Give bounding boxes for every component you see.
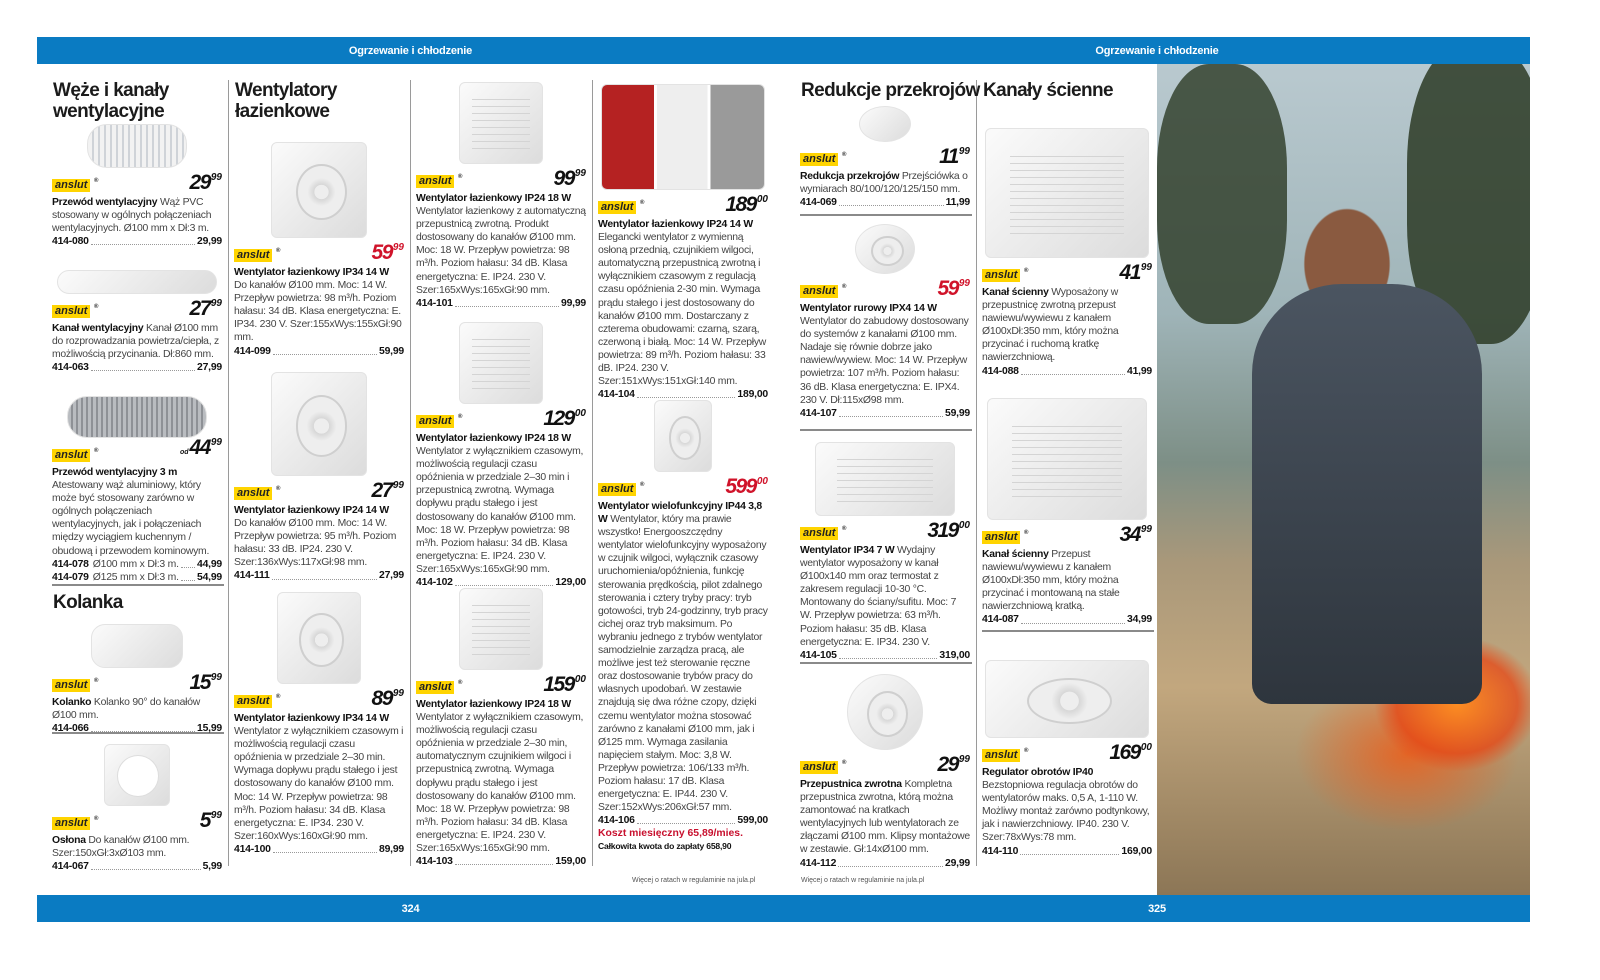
price-main: 99 xyxy=(553,167,574,190)
price-cents: 99 xyxy=(1140,262,1152,273)
price xyxy=(1120,257,1152,284)
sku-spec: Ø100 mm x Dł:3 m. xyxy=(92,558,179,570)
price-main: 44 xyxy=(189,436,210,459)
price xyxy=(200,805,222,832)
product-description xyxy=(800,170,970,196)
sku-code: 414-111 xyxy=(234,570,270,582)
product-details: Wyposażony w przepustnicę zwrotną przepust nawiewu/wywiewu z kanałem Ø100xDł:350 mm, który można przycinać i ruchomą kratkę nawierzchniową. xyxy=(982,287,1119,364)
brand-badge: anslut ® xyxy=(52,817,90,830)
product[interactable] xyxy=(800,106,970,209)
fan-with-covers-image xyxy=(601,84,765,190)
product-title: Wentylator wielofunkcyjny IP44 3,8 W xyxy=(598,501,762,526)
speed-controller-image xyxy=(985,660,1149,738)
dot-leader xyxy=(91,860,201,870)
product[interactable] xyxy=(598,400,768,853)
dot-leader xyxy=(272,569,377,579)
sku-price: 41,99 xyxy=(1126,365,1152,377)
price-cents: 00 xyxy=(574,408,586,419)
product-title: Przepustnica zwrotna xyxy=(800,779,902,790)
sku-row xyxy=(52,361,222,374)
price xyxy=(190,293,222,320)
price xyxy=(372,683,404,710)
pipe-image xyxy=(57,270,217,294)
divider xyxy=(982,630,1154,632)
product[interactable] xyxy=(416,322,586,589)
sku-row xyxy=(982,613,1152,626)
sku-code: 414-110 xyxy=(982,845,1019,857)
sku-row xyxy=(416,855,586,868)
product-details: Przejściówka o wymiarach 80/100/120/125/150 mm. xyxy=(800,171,968,196)
sku-row xyxy=(416,297,586,310)
product-title: Wentylator łazienkowy IP24 18 W xyxy=(416,433,571,444)
price-main: 319 xyxy=(927,519,958,542)
heading-wall-ducts: Kanały ścienne xyxy=(983,80,1113,101)
price-cents: 99 xyxy=(210,672,222,683)
price-main: 159 xyxy=(543,673,574,696)
brand-badge: anslut ® xyxy=(416,415,454,428)
price-main: 41 xyxy=(1119,261,1140,284)
dot-leader xyxy=(181,558,195,568)
price-cents: 99 xyxy=(210,810,222,821)
dot-leader xyxy=(839,196,944,206)
sku-price: 11,99 xyxy=(945,197,970,209)
product[interactable] xyxy=(982,128,1152,378)
sku-price: 15,99 xyxy=(196,723,222,735)
sku-row xyxy=(800,196,970,209)
sku-code: 414-107 xyxy=(800,407,837,419)
price-main: 34 xyxy=(1119,523,1140,546)
sku-price: 129,00 xyxy=(555,577,586,589)
product-title: Osłona xyxy=(52,835,86,846)
divider xyxy=(52,584,224,586)
sku-code: 414-066 xyxy=(52,723,89,735)
sku-price: 59,99 xyxy=(378,345,404,357)
product-title: Wentylator rurowy IPX4 14 W xyxy=(800,303,937,314)
product-title: Regulator obrotów IP40 xyxy=(982,767,1094,778)
header-bar-left xyxy=(37,37,784,64)
price-main: 11 xyxy=(939,145,958,168)
product[interactable] xyxy=(416,588,586,868)
product-details: Wentylator do zabudowy dostosowany do systemów z kanałami Ø100 mm. Nadaje się równie dobrze jako nawiew/wywiew. Moc: 14 W. Przepływ powietrza: 107 m³/h. Poziom hałasu: 36 dB. Klasa energetyczna: E. IPX4. 230 V. Dł:115xØ98 mm. xyxy=(800,316,969,406)
brand-badge: anslut ® xyxy=(982,531,1020,544)
brand-badge: anslut ® xyxy=(598,483,636,496)
product[interactable] xyxy=(52,396,222,584)
sku-code: 414-067 xyxy=(52,861,89,873)
product[interactable] xyxy=(52,270,222,374)
sku-price: 54,99 xyxy=(196,571,222,583)
price-cents: 99 xyxy=(210,298,222,309)
price xyxy=(190,667,222,694)
price xyxy=(372,475,404,502)
reducer-image xyxy=(859,106,911,142)
section-title: Ogrzewanie i chłodzenie xyxy=(348,44,473,57)
price-main: 15 xyxy=(189,671,210,694)
sku-row xyxy=(234,569,404,582)
sku-row xyxy=(52,235,222,248)
brand-badge: anslut ® xyxy=(234,487,272,500)
price xyxy=(372,237,404,264)
brand-badge: anslut ® xyxy=(52,305,90,318)
product[interactable] xyxy=(416,82,586,310)
product-title: Redukcja przekrojów xyxy=(800,171,900,182)
price-cents: 00 xyxy=(756,194,768,205)
installment-note: Więcej o ratach w regulaminie na jula.pl xyxy=(632,877,756,884)
price xyxy=(725,471,768,498)
product[interactable] xyxy=(52,624,222,735)
bathroom-fan-image xyxy=(271,142,367,238)
sku-code: 414-087 xyxy=(982,614,1019,626)
page-number: 325 xyxy=(1148,902,1166,915)
sku-code: 414-104 xyxy=(598,389,635,401)
price-prefix: od xyxy=(179,449,189,456)
product-title: Przewód wentylacyjny xyxy=(52,197,158,208)
dot-leader xyxy=(1021,365,1125,375)
sku-price: 319,00 xyxy=(939,649,970,661)
sku-code: 414-106 xyxy=(598,815,635,827)
product-details: Wentylator z wyłącznikiem czasowym i możliwością regulacji czasu opóźnienia w przedziale 2–30 min. Wymaga dopływu prądu stałego i jest dostosowany do kanałów Ø100 mm. Moc: 14 W. Przepływ powietrza: 98 m³/h. Poziom hałasu: 34 dB. Klasa energetyczna: E. IP34. 230 V. Szer:160xWys:160xGł:90 mm. xyxy=(234,726,404,842)
product-details: Kolanko 90° do kanałów Ø100 mm. xyxy=(52,697,200,722)
cover-plate-image xyxy=(104,744,170,806)
column-divider xyxy=(592,80,593,866)
price xyxy=(554,163,586,190)
price-main: 599 xyxy=(725,475,756,498)
louvre-fan-image xyxy=(459,322,543,404)
price-main: 59 xyxy=(937,277,958,300)
brand-badge: anslut ® xyxy=(52,449,90,462)
product-title: Kanał wentylacyjny xyxy=(52,323,144,334)
product-description xyxy=(982,766,1152,845)
sku-row xyxy=(800,857,970,870)
sku-row xyxy=(800,407,970,420)
sku-price: 27,99 xyxy=(196,362,222,374)
price-cents: 00 xyxy=(756,476,768,487)
product-details: Przepust nawiewu/wywiewu z kanałem Ø100xDł:350 mm, który można przycinać i montowaną na stałe nawierzchniową kratką. xyxy=(982,549,1120,613)
brand-badge: anslut ® xyxy=(416,681,454,694)
lifestyle-photo xyxy=(1157,64,1530,895)
product-details: Wąż PVC stosowany w ogólnych połączeniach wentylacyjnych. Ø100 mm x Dł:3 m. xyxy=(52,197,212,235)
flexible-hose-image xyxy=(87,124,187,168)
divider xyxy=(800,214,972,216)
product-details: Wydajny wentylator wyposażony w kanał Ø100x140 mm oraz termostat z zakresem regulacji 10-30 °C. Montowany do ściany/sufitu. Moc: 7 W. Przepływ powietrza: 63 m³/h. Poziom hałasu: 35 dB. Klasa energetyczna: E. IP34. 230 V. xyxy=(800,545,957,648)
total-cost: Całkowita kwota do zapłaty 658,90 xyxy=(598,841,732,852)
sku-price: 29,99 xyxy=(196,236,222,248)
sku-row xyxy=(982,845,1152,858)
brand-badge: anslut ® xyxy=(800,153,838,166)
product[interactable] xyxy=(598,84,768,401)
product-details: Wentylator z wyłącznikiem czasowym, możliwością regulacji czasu opóźnienia w przedziale 2–30 min, automatycznym czujnikiem wilgoci i przepustnicą zwrotną. Wymaga dopływu prądu stałego i jest dostosowany do kanałów Ø100 mm. Moc: 18 W. Przepływ powietrza: 98 m³/h. Poziom hałasu: 34 dB. Klasa energetyczna: E. IP24. 230 V. Szer:165xWys:165xGł:90 mm. xyxy=(416,712,584,855)
product[interactable] xyxy=(800,442,970,662)
sku-code: 414-079 xyxy=(52,571,89,583)
divider xyxy=(800,662,972,664)
price-cents: 99 xyxy=(392,480,404,491)
price xyxy=(938,749,970,776)
price-cents: 99 xyxy=(1140,524,1152,535)
product-description xyxy=(234,712,404,843)
product-description xyxy=(800,544,970,649)
sku-row xyxy=(800,649,970,662)
price xyxy=(543,403,586,430)
product-description xyxy=(52,466,222,558)
sku-price: 159,00 xyxy=(555,856,586,868)
dot-leader xyxy=(91,361,195,371)
product-details: Kompletna przepustnica zwrotna, którą można zamontować na kratkach wentylacyjnych lub wentylatorach ze złączami Ø100 mm. Klipsy montażowe w zestawie. Gł:14xØ100 mm. xyxy=(800,779,970,856)
installment-note: Więcej o ratach w regulaminie na jula.pl xyxy=(801,877,925,884)
dot-leader xyxy=(839,649,938,659)
sku-price: 5,99 xyxy=(202,861,222,873)
sku-code: 414-105 xyxy=(800,649,837,661)
sku-code: 414-112 xyxy=(800,857,837,869)
product-details: Bezstopniowa regulacja obrotów do wentylatorów maks. 0,5 A, 1-110 W. Możliwy montaż zarówno podtynkowy, jak i nawierzchniowy. IP40. 230 V. Szer:78xWys:78 mm. xyxy=(982,780,1150,844)
product-title: Wentylator łazienkowy IP34 14 W xyxy=(234,267,389,278)
product-title: Wentylator łazienkowy IP24 14 W xyxy=(234,505,389,516)
page-number: 324 xyxy=(401,902,420,915)
product-description xyxy=(52,696,222,722)
aluminium-hose-image xyxy=(67,396,207,438)
product-title: Wentylator łazienkowy IP24 18 W xyxy=(416,699,571,710)
price-main: 59 xyxy=(371,241,392,264)
brand-badge: anslut ® xyxy=(982,749,1020,762)
louvre-fan-image xyxy=(459,82,543,164)
dot-leader xyxy=(1021,613,1125,623)
sku-row xyxy=(52,571,222,584)
sku-price: 27,99 xyxy=(378,570,404,582)
price-cents: 99 xyxy=(210,437,222,448)
column-divider xyxy=(976,80,977,866)
product-description xyxy=(234,266,404,345)
sku-spec: Ø125 mm x Dł:3 m. xyxy=(92,571,179,583)
product[interactable] xyxy=(234,592,404,856)
product-title: Kanał ścienny xyxy=(982,287,1049,298)
monthly-cost: Koszt miesięczny 65,89/mies. xyxy=(598,828,743,840)
duct-fan-image xyxy=(855,224,915,274)
sku-code: 414-063 xyxy=(52,362,89,374)
dot-leader xyxy=(1020,845,1119,855)
sku-price: 89,99 xyxy=(378,843,404,855)
product-description xyxy=(598,218,768,388)
brand-badge: anslut ® xyxy=(234,695,272,708)
wall-vent-flap-image xyxy=(985,128,1149,258)
sku-row xyxy=(52,722,222,735)
fan-kit-image xyxy=(815,442,955,516)
heading-reducers: Redukcje przekrojów xyxy=(801,80,980,101)
product-title: Kanał ścienny xyxy=(982,549,1049,560)
sku-code: 414-099 xyxy=(234,345,271,357)
brand-badge: anslut ® xyxy=(598,201,636,214)
elbow-image xyxy=(91,624,183,668)
wall-vent-grille-image xyxy=(987,398,1147,520)
product-title: Kolanko xyxy=(52,697,92,708)
footer-bar-left xyxy=(37,895,784,922)
section-title: Ogrzewanie i chłodzenie xyxy=(1095,44,1219,57)
dot-leader xyxy=(181,571,195,581)
product[interactable] xyxy=(52,124,222,248)
heading-bathroom-fans: Wentylatory łazienkowe xyxy=(235,80,337,122)
heading-hoses: Węże i kanały wentylacyjne xyxy=(53,80,169,122)
sku-price: 189,00 xyxy=(737,389,768,401)
price-cents: 99 xyxy=(392,242,404,253)
sku-row xyxy=(234,843,404,856)
price-cents: 99 xyxy=(958,146,970,157)
product-details: Atestowany wąż aluminiowy, który może być stosowany zarówno w ogólnych połączeniach wentylacyjnych, jak i połączeniach między wyciągiem kuchennym / obudową i przewodem kominowym. xyxy=(52,480,210,557)
price-cents: 00 xyxy=(1140,742,1152,753)
product-details: Wentylator łazienkowy z automatyczną przepustnicą zwrotną. Produkt dostosowany do kanałów Ø100 mm. Moc: 18 W. Przepływ powietrza: 98 m³/h. Poziom hałasu: 34 dB. Klasa energetyczna: E. IP24. 230 V. Szer:165xWys:165xGł:90 mm. xyxy=(416,206,586,296)
brand-badge: anslut ® xyxy=(416,175,454,188)
dot-leader xyxy=(273,843,377,853)
dot-leader xyxy=(637,814,736,824)
price-cents: 99 xyxy=(574,168,586,179)
price xyxy=(725,189,768,216)
product-details: Do kanałów Ø100 mm. Szer:150xGł:3xØ103 mm. xyxy=(52,835,190,860)
louvre-fan-image xyxy=(459,588,543,670)
bathroom-fan-image xyxy=(277,592,361,684)
product-description xyxy=(52,196,222,235)
dot-leader xyxy=(637,388,736,398)
sku-row xyxy=(982,365,1152,378)
product-description xyxy=(52,322,222,361)
price-cents: 99 xyxy=(210,172,222,183)
product[interactable] xyxy=(982,660,1152,858)
product-details: Kanał Ø100 mm do rozprowadzania powietrza/ciepła, z możliwością przycinania. Dł:860 mm. xyxy=(52,323,219,361)
divider xyxy=(800,429,972,431)
sku-code: 414-102 xyxy=(416,577,453,589)
product-description xyxy=(800,778,970,857)
price-main: 29 xyxy=(189,171,210,194)
sku-code: 414-069 xyxy=(800,197,837,209)
product-description xyxy=(800,302,970,407)
sku-row xyxy=(598,814,768,827)
product[interactable] xyxy=(234,142,404,358)
product[interactable] xyxy=(982,398,1152,627)
price-main: 27 xyxy=(189,297,210,320)
product-details: Wentylator, który ma prawie wszystko! Energooszczędny wentylator wielofunkcyjny wyposażony w czujnik wilgoci, wyłącznik czasowy uruchomienia/opóźnienia, funkcję sterowania prędkością, pilot zdalnego sterowania i cztery tryby pracy: tryb gotowości, tryb 24-godzinny, tryb pracy cichej oraz tryb maksimum. Po wybraniu jednego z trybów wentylator samodzielnie zarządza pracą, ale możliwe jest też sterowanie ręczne oraz dostosowanie trybów pracy do własnych upodobań. W zestawie znajdują się dwa różne czopy, dzięki czemu wentylator można stosować zarówno z kanałami Ø100 mm, jak i Ø125 mm. Wymaga zasilania napięciem stałym. Moc: 3,8 W. Przepływ powietrza: 106/133 m³/h. Poziom hałasu: 17 dB. Klasa energetyczna: E. IP44. 230 V. Szer:152xWys:206xGł:57 mm. xyxy=(598,514,768,814)
column-divider xyxy=(228,80,229,866)
multifunction-fan-image xyxy=(654,400,712,472)
product-description xyxy=(982,286,1152,365)
sku-code: 414-088 xyxy=(982,365,1019,377)
price xyxy=(1109,737,1152,764)
product-description xyxy=(416,192,586,297)
price-cents: 00 xyxy=(574,674,586,685)
product-title: Przewód wentylacyjny 3 m xyxy=(52,467,178,478)
product-title: Wentylator IP34 7 W xyxy=(800,545,895,556)
footer-bar-right xyxy=(784,895,1530,922)
dot-leader xyxy=(455,297,559,307)
price-main: 129 xyxy=(543,407,574,430)
sku-row xyxy=(52,558,222,571)
brand-badge: anslut ® xyxy=(52,679,90,692)
product-title: Wentylator łazienkowy IP24 14 W xyxy=(598,219,753,230)
product-description xyxy=(234,504,404,569)
price-main: 29 xyxy=(937,753,958,776)
product-details: Wentylator z wyłącznikiem czasowym, możliwością regulacji czasu opóźnienia w przedziale 2–30 min i przepustnicą zwrotną. Wymaga dopływu prądu stałego i jest dostosowany do kanałów Ø100 mm. Moc: 18 W. Przepływ powietrza: 98 m³/h. Poziom hałasu: 34 dB. Klasa energetyczna: E. IP24. 230 V. Szer:165xWys:165xGł:90 mm. xyxy=(416,446,584,575)
price xyxy=(939,141,970,168)
sku-price: 59,99 xyxy=(944,407,970,419)
sku-price: 99,99 xyxy=(560,297,586,309)
price-main: 169 xyxy=(1109,741,1140,764)
dot-leader xyxy=(455,576,554,586)
dot-leader xyxy=(838,857,943,867)
product[interactable] xyxy=(234,372,404,583)
product-details: Elegancki wentylator z wymienną osłoną przednią, czujnikiem wilgoci, automatyczną przepustnicą zwrotną i wyłącznikiem czasowym z regulacją czasu opóźnienia 2-30 min. Wymaga prądu stałego i jest dostosowany do kanałów Ø100 mm. Dostarczany z czterema obudowami: czarną, szarą, czerwoną i białą. Moc: 14 W. Przepływ powietrza: 89 m³/h. Poziom hałasu: 33 dB. IP24. 230 V. Szer:151xWys:151xGł:140 mm. xyxy=(598,232,767,388)
brand-badge: anslut ® xyxy=(800,761,838,774)
product[interactable] xyxy=(52,744,222,873)
product-description xyxy=(416,698,586,855)
price-cents: 99 xyxy=(958,754,970,765)
dot-leader xyxy=(455,855,554,865)
price xyxy=(938,273,970,300)
sku-row xyxy=(234,345,404,358)
sku-price: 44,99 xyxy=(196,558,222,570)
sku-price: 34,99 xyxy=(1126,614,1152,626)
product-description xyxy=(416,432,586,576)
check-valve-image xyxy=(847,674,923,750)
sku-price: 169,00 xyxy=(1121,845,1152,857)
sku-code: 414-103 xyxy=(416,856,453,868)
price xyxy=(927,515,970,542)
dot-leader xyxy=(273,345,377,355)
product-description xyxy=(982,548,1152,613)
tree-shape xyxy=(1157,64,1287,324)
sku-code: 414-101 xyxy=(416,297,453,309)
sku-code: 414-080 xyxy=(52,236,89,248)
man-figure xyxy=(1252,284,1482,704)
sku-price: 29,99 xyxy=(944,857,970,869)
product[interactable] xyxy=(800,224,970,420)
product-description xyxy=(52,834,222,860)
brand-badge: anslut ® xyxy=(234,249,272,262)
product-title: Wentylator łazienkowy IP24 18 W xyxy=(416,193,571,204)
price-cents: 00 xyxy=(958,520,970,531)
sku-row xyxy=(52,860,222,873)
sku-price: 599,00 xyxy=(737,815,768,827)
price xyxy=(543,669,586,696)
price-main: 189 xyxy=(725,193,756,216)
product-title: Wentylator łazienkowy IP34 14 W xyxy=(234,713,389,724)
price-main: 27 xyxy=(371,479,392,502)
brand-badge: anslut ® xyxy=(982,269,1020,282)
product-details: Do kanałów Ø100 mm. Moc: 14 W. Przepływ powietrza: 95 m³/h. Poziom hałasu: 33 dB. IP24. 230 V. Szer:136xWys:117xGł:98 mm. xyxy=(234,518,397,569)
price-cents: 99 xyxy=(958,278,970,289)
bathroom-fan-round-image xyxy=(271,372,367,476)
price-main: 5 xyxy=(199,809,210,832)
dot-leader xyxy=(839,407,943,417)
product[interactable] xyxy=(800,674,970,870)
price xyxy=(190,167,222,194)
sku-code: 414-100 xyxy=(234,843,271,855)
dot-leader xyxy=(91,722,195,732)
product-description xyxy=(598,500,768,814)
price-main: 89 xyxy=(371,687,392,710)
dot-leader xyxy=(91,235,195,245)
price-cents: 99 xyxy=(392,688,404,699)
brand-badge: anslut ® xyxy=(800,527,838,540)
brand-badge: anslut ® xyxy=(52,179,90,192)
product-details: Do kanałów Ø100 mm. Moc: 14 W. Przepływ powietrza: 98 m³/h. Poziom hałasu: 34 dB. Klasa energetyczna: E. IP34. 230 V. Szer:155xWys:155xGł:90 mm. xyxy=(234,280,402,344)
price xyxy=(1120,519,1152,546)
sku-code: 414-078 xyxy=(52,558,89,570)
heading-elbows: Kolanka xyxy=(53,592,123,613)
column-divider xyxy=(410,80,411,866)
header-bar-right xyxy=(784,37,1530,64)
brand-badge: anslut ® xyxy=(800,285,838,298)
